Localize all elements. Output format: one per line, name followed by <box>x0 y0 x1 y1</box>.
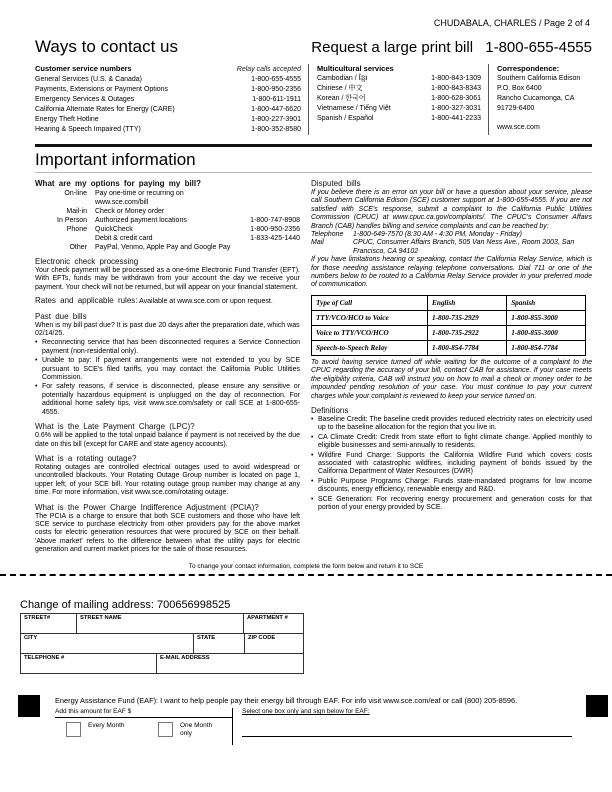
customer-service-title: Customer service numbers <box>35 64 132 73</box>
service-phone: 1-800-655-4555 <box>251 76 301 83</box>
service-label: General Services (U.S. & Canada) <box>35 76 142 83</box>
past-due-bullet: • Reconnecting service that has been disconnected requires a Service Connection payment (non-residential only). <box>35 339 300 356</box>
language-label: Chinese / 中文 <box>317 85 363 92</box>
multicultural-column <box>308 64 488 135</box>
lpc-heading: What is the Late Payment Charge (LPC)? <box>35 422 195 432</box>
customer-service-column <box>35 64 308 135</box>
pay-phone: 1-800-747-8908 <box>250 217 300 224</box>
service-row <box>35 115 301 125</box>
service-label: Emergency Services & Outages <box>35 96 135 103</box>
every-month-label: Every Month <box>88 722 125 729</box>
right-column <box>311 179 592 555</box>
cpuc-mail-row <box>311 239 592 256</box>
large-print-request <box>311 39 592 56</box>
registration-mark-right <box>586 695 608 717</box>
definition-bullet: • Wildfire Fund Charge: Supports the California Wildfire Fund which covers costs associated with catastrophic wildfires, including payment of bonds issued by the California Department of Water Resources (DWR) <box>311 452 592 477</box>
correspondence-title: Correspondence: <box>497 64 560 73</box>
past-due-intro: When is my bill past due? It is past due 20 days after the preparation date, which was 02/14/25. <box>35 321 300 338</box>
relay-header-row <box>312 295 586 310</box>
service-row <box>35 75 301 85</box>
pay-option-row <box>35 234 300 243</box>
pcia-heading: What is the Power Charge Indifference Adjustment (PCIA)? <box>35 502 259 512</box>
rates-body: Available at www.sce.com or upon request. <box>139 298 273 306</box>
one-month-option <box>158 722 220 737</box>
pay-desc: Pay one-time or recurring on www.sce.com/bill <box>95 190 184 206</box>
language-phone: 1-800-441-2233 <box>431 115 481 122</box>
definitions-heading: Definitions <box>311 405 349 415</box>
apartment-field[interactable]: APARTMENT # <box>243 614 303 633</box>
relay-header: English <box>428 295 507 310</box>
language-label: Korean / 한국어 <box>317 95 366 102</box>
past-due-bullets <box>35 339 300 417</box>
relay-cell: 1-800-855-3000 <box>507 310 586 325</box>
form-row <box>21 634 303 654</box>
relay-service-paragraph: If you have limitations hearing or speaking, contact the California Relay Service, which is for those needing assistance relaying telephone conversations. Dial 711 or one of the numbers below to be routed to a California Relay Service provider in your preferred mode of communication. <box>311 256 592 289</box>
important-information-body <box>35 179 592 555</box>
zip-code-field[interactable]: ZIP CODE <box>244 634 303 653</box>
language-phone: 1-800-843-8343 <box>431 85 481 92</box>
service-label: Energy Theft Hotline <box>35 116 99 123</box>
pay-desc: Authorized payment locations <box>95 217 187 224</box>
pcia-body: The PCIA is a charge to ensure that both SCE customers and those who have left SCE service to purchase electricity from other providers pay for the above market costs for electric generation resources that were procured by SCE on their behalf. 'Above market' refers to the difference between what the utility pays for electric generation and current market prices for the sale of those resources. <box>35 512 300 554</box>
definition-bullet: • SCE Generation: For recovering energy procurement and generation costs for that portion of your energy provided by SCE. <box>311 496 592 513</box>
correspondence-line: P.O. Box 6400 <box>497 85 542 92</box>
street-number-field[interactable]: STREET# <box>24 615 51 621</box>
telephone-value: 1-800-649-7570 (8:30 AM - 4:30 PM, Monday - Friday) <box>353 231 522 239</box>
state-field[interactable]: STATE <box>193 634 244 653</box>
form-row <box>21 654 303 674</box>
pay-option-row <box>35 225 300 234</box>
relay-row <box>312 310 586 325</box>
language-phone: 1-800-327-3031 <box>431 105 481 112</box>
rotating-outage-heading: What is a rotating outage? <box>35 453 137 463</box>
past-due-bullet: • Unable to pay: If payment arrangements were not extended to you by SCE pursuant to SCE's filed tariffs, you may contact the California Public Utilities Commission. <box>35 357 300 382</box>
pay-option-row <box>35 243 300 252</box>
language-row <box>317 104 481 114</box>
pay-phone <box>238 207 300 216</box>
language-row <box>317 94 481 104</box>
definition-bullet: • Baseline Credit: The baseline credit provides reduced electricity rates on electricity used up to the baseline allocation for the region that you live in. <box>311 416 592 433</box>
service-phone: 1-800-611-1911 <box>252 96 301 103</box>
language-phone: 1-800-628-3061 <box>431 95 481 102</box>
language-label: Vietnamese / Tiếng Việt <box>317 105 391 112</box>
pay-method <box>35 234 95 243</box>
definitions-bullets <box>311 416 592 512</box>
every-month-checkbox[interactable] <box>66 722 81 737</box>
language-row <box>317 74 481 84</box>
language-label: Cambodian / ខ្មែរ <box>317 75 368 82</box>
service-label: California Alternate Rates for Energy (CARE) <box>35 106 175 113</box>
service-row <box>35 125 301 135</box>
relay-cell: 1-800-854-7784 <box>507 340 586 355</box>
disputed-bills-body: If you believe there is an error on your bill or have a question about your service, please call Southern California Edison (SCE) customer support at 1-800-655-4555. If you are not satisfied with SCE's response, submit a complaint to the California Public Utilities Commission (CPUC) at www.cpuc.ca.gov/complaints/. The CPUC's Consumer Affairs Branch (CAB) handles billing and service complaints and can be reached by: <box>311 189 592 230</box>
relay-row <box>312 325 586 340</box>
ways-to-contact-title: Ways to contact us <box>35 37 178 56</box>
correspondence-line: Rancho Cucamonga, CA <box>497 95 575 102</box>
language-row <box>317 114 481 124</box>
one-month-label: One Month only <box>180 722 213 737</box>
relay-header: Type of Call <box>312 295 428 310</box>
pay-desc: PayPal, Venmo, Apple Pay and Google Pay <box>95 244 231 251</box>
definition-bullet: • CA Climate Credit: Credit from state effort to fight climate change. Applied monthly to eligible businesses and semi-annually to residents. <box>311 434 592 451</box>
past-due-bullet: • For safety reasons, if service is disconnected, please ensure any sensitive or potentially hazardous equipment is unplugged on the day of reconnection. For additional home safety tips, visit www.sce.com/safety or call SCE at 1-800-655-4555. <box>35 383 300 417</box>
service-phone: 1-800-447-6620 <box>251 106 301 113</box>
contact-header-row <box>35 37 592 57</box>
change-address-form <box>20 613 304 674</box>
pay-desc: QuickCheck <box>95 226 133 233</box>
pay-method: Mail-in <box>66 208 87 215</box>
eaf-sign-area <box>232 708 587 745</box>
rates-line <box>35 297 300 306</box>
impound-note: To avoid having service turned off while waiting for the outcome of a complaint to the CPUC regarding the accuracy of your bill, contact CAB for assistance. If your case meets the eligibility criteria, CAB will instruct you on how to mail a check or money order to be impounded pending resolution of your case. You must continue to pay your current charges while your complaint is reviewed to keep your service turned on. <box>311 358 592 400</box>
service-phone: 1-800-352-8580 <box>251 126 301 133</box>
every-month-option <box>66 722 128 737</box>
relay-header: Spanish <box>507 295 586 310</box>
pay-method: In Person <box>57 217 87 224</box>
tear-off-note: To change your contact information, complete the form below and return it to SCE <box>188 563 424 570</box>
section-divider-bar <box>35 144 592 147</box>
language-phone: 1-800-843-1309 <box>431 75 481 82</box>
street-name-field[interactable]: STREET NAME <box>76 614 243 633</box>
cpuc-telephone-row <box>311 231 592 239</box>
multicultural-title: Multicultural services <box>317 64 394 73</box>
relay-cell: 1-800-735-2929 <box>428 310 507 325</box>
pay-phone <box>238 189 300 207</box>
important-information-title: Important information <box>35 150 196 169</box>
pay-phone: 1-833-425-1440 <box>250 235 300 242</box>
service-row <box>35 105 301 115</box>
telephone-label: Telephone <box>311 231 344 239</box>
pay-method: Phone <box>66 226 87 233</box>
rates-heading: Rates and applicable rules: <box>35 296 138 306</box>
eaf-amount-field[interactable]: Add this amount for EAF $ <box>55 708 233 718</box>
contact-columns <box>35 64 592 135</box>
eaf-intro-text: Energy Assistance Fund (EAF): I want to help people pay their energy bill through EAF. For info visit www.sce.com/eaf or call (800) 205-8596. <box>55 696 518 705</box>
relay-service-table <box>311 295 586 356</box>
customer-page-line: CHUDABALA, CHARLES / Page 2 of 4 <box>433 18 590 28</box>
rotating-outage-body: Rotating outages are controlled electrical outages used to avoid widespread or uncontrolled blackouts. Your Rotating Outage Group number is located on page 1, upper left, of your SCE bill. Your rotating outage group number may change at any time. For more information, visit www.sce.com/rotating outage. <box>35 463 300 497</box>
service-phone: 1-800-950-2356 <box>251 86 301 93</box>
relay-cell: Speech-to-Speech Relay <box>312 340 428 355</box>
pay-phone: 1-800-950-2356 <box>250 226 300 233</box>
disputed-bills-heading: Disputed bills <box>311 179 361 188</box>
eaf-select-label: Select one box only and sign below for EAF: <box>242 708 370 715</box>
large-print-phone: 1-800-655-4555 <box>485 39 592 56</box>
pay-phone <box>238 243 300 252</box>
relay-row <box>312 340 586 355</box>
past-due-heading: Past due bills <box>35 311 87 321</box>
definitions-section <box>311 406 592 512</box>
mail-label: Mail <box>311 239 324 247</box>
language-row <box>317 84 481 94</box>
change-address-title: Change of mailing address: 700656998525 <box>20 599 231 611</box>
lpc-body: 0.6% will be applied to the total unpaid balance if payment is not received by the due date on this bill (except for CARE and state agency accounts). <box>35 432 300 448</box>
one-month-checkbox[interactable] <box>158 722 173 737</box>
heading-rule <box>35 172 592 173</box>
relay-cell: TTY/VCO/HCO to Voice <box>312 310 428 325</box>
pay-method: On-line <box>64 190 87 197</box>
pay-desc: Debit & credit card <box>95 235 153 242</box>
form-row <box>21 614 303 634</box>
pay-desc: Check or Money order <box>95 208 165 215</box>
email-field[interactable]: E-MAIL ADDRESS <box>156 654 303 673</box>
language-label: Spanish / Español <box>317 115 374 122</box>
pay-option-row <box>35 216 300 225</box>
left-column <box>35 179 300 555</box>
correspondence-column <box>488 64 592 135</box>
tear-off-dashed-line <box>0 574 612 576</box>
relay-cell: 1-800-854-7784 <box>428 340 507 355</box>
large-print-label: Request a large print bill <box>311 39 474 56</box>
correspondence-line: 91729-6400 <box>497 105 535 112</box>
service-phone: 1-800-227-3901 <box>251 116 301 123</box>
pay-option-row <box>35 189 300 207</box>
telephone-field[interactable]: TELEPHONE # <box>24 655 65 661</box>
relay-calls-note: Relay calls accepted <box>236 66 301 73</box>
electronic-check-heading: Electronic check processing <box>35 257 139 266</box>
pay-options-heading: What are my options for paying my bill? <box>35 179 202 188</box>
registration-mark-left <box>18 695 40 717</box>
service-label: Payments, Extensions or Payment Options <box>35 86 169 93</box>
signature-line[interactable] <box>242 735 572 737</box>
pay-option-row <box>35 207 300 216</box>
pay-method: Other <box>69 244 87 251</box>
electronic-check-body: Your check payment will be processed as a one-time Electronic Fund Transfer (EFT). With EFTs, funds may be withdrawn from your account the day we receive your payment. Your check will not be returned, but will appear on your financial statement. <box>35 267 300 291</box>
service-label: Hearing & Speech Impaired (TTY) <box>35 126 141 133</box>
website-link: www.sce.com <box>497 124 540 131</box>
mail-value: CPUC, Consumer Affairs Branch, 505 Van Ness Ave., Room 2003, San Francisco, CA 94102 <box>353 239 575 255</box>
relay-cell: Voice to TTY/VCO/HCO <box>312 325 428 340</box>
relay-cell: 1-800-855-3000 <box>507 325 586 340</box>
service-row <box>35 95 301 105</box>
relay-cell: 1-800-735-2922 <box>428 325 507 340</box>
city-field[interactable]: CITY <box>24 635 38 641</box>
definition-bullet: • Public Purpose Programs Charge: Funds state-mandated programs for low income discounts, energy efficiency, renewable energy and R&D. <box>311 478 592 495</box>
correspondence-line: Southern California Edison <box>497 75 581 82</box>
service-row <box>35 85 301 95</box>
